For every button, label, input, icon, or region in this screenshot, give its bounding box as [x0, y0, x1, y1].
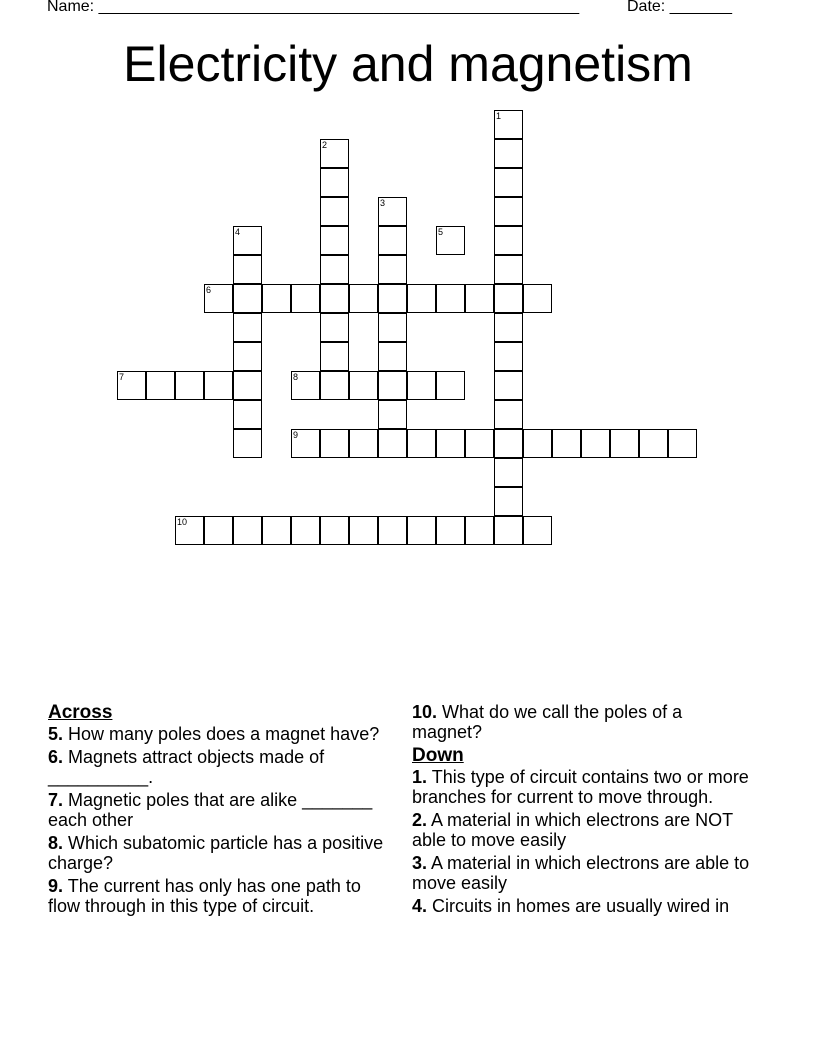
crossword-cell[interactable] — [494, 110, 523, 139]
clue-text: This type of circuit contains two or more branches for current to move through. — [412, 767, 749, 807]
crossword-cell[interactable] — [494, 429, 523, 458]
crossword-cell[interactable] — [320, 429, 349, 458]
clue-across-7 — [48, 790, 388, 830]
crossword-cell[interactable] — [436, 284, 465, 313]
crossword-cell[interactable] — [233, 284, 262, 313]
crossword-cell[interactable] — [378, 197, 407, 226]
crossword-cell[interactable] — [320, 226, 349, 255]
crossword-cell[interactable] — [233, 342, 262, 371]
clue-across-9 — [48, 876, 388, 916]
crossword-cell[interactable] — [291, 429, 320, 458]
clues-left-column — [48, 702, 388, 919]
clue-down-3 — [412, 853, 752, 893]
clue-across-5 — [48, 724, 388, 744]
clue-text: Magnetic poles that are alike _______ each other — [48, 790, 373, 830]
clue-text: How many poles does a magnet have? — [68, 724, 380, 744]
clue-number: 8. — [48, 833, 64, 853]
crossword-cell[interactable] — [233, 429, 262, 458]
crossword-cell[interactable] — [378, 400, 407, 429]
crossword-cell[interactable] — [378, 226, 407, 255]
crossword-cell[interactable] — [465, 284, 494, 313]
clue-number: 5. — [48, 724, 64, 744]
clue-down-4 — [412, 896, 752, 916]
crossword-cell[interactable] — [349, 429, 378, 458]
cell-number: 4 — [235, 227, 241, 237]
crossword-cell[interactable] — [320, 255, 349, 284]
crossword-cell[interactable] — [436, 371, 465, 400]
crossword-cell[interactable] — [320, 197, 349, 226]
clue-text: A material in which electrons are NOT able to move easily — [412, 810, 733, 850]
crossword-cell[interactable] — [320, 313, 349, 342]
crossword-cell[interactable] — [291, 516, 320, 545]
crossword-cell[interactable] — [204, 371, 233, 400]
date-field-label[interactable]: Date: _______ — [627, 0, 732, 15]
crossword-cell[interactable] — [291, 371, 320, 400]
crossword-cell[interactable] — [407, 429, 436, 458]
crossword-cell[interactable] — [436, 516, 465, 545]
page-title: Electricity and magnetism — [123, 36, 693, 92]
crossword-cell[interactable] — [494, 400, 523, 429]
crossword-cell[interactable] — [262, 516, 291, 545]
cell-number: 1 — [496, 111, 502, 121]
cell-number: 7 — [119, 372, 125, 382]
crossword-cell[interactable] — [494, 342, 523, 371]
clue-text: A material in which electrons are able to move easily — [412, 853, 750, 893]
cell-number: 6 — [206, 285, 212, 295]
clue-text: The current has only has one path to flow through in this type of circuit. — [48, 876, 361, 916]
crossword-cell[interactable] — [407, 371, 436, 400]
clue-number: 7. — [48, 790, 64, 810]
clue-text: Which subatomic particle has a positive charge? — [48, 833, 384, 873]
crossword-cell[interactable] — [320, 342, 349, 371]
crossword-cell[interactable] — [349, 371, 378, 400]
crossword-cell[interactable] — [233, 313, 262, 342]
cell-number: 2 — [322, 140, 328, 150]
cell-number: 8 — [293, 372, 299, 382]
name-field-label[interactable]: Name: ______________________________________________________ — [47, 0, 580, 15]
crossword-cell[interactable] — [262, 284, 291, 313]
crossword-cell[interactable] — [523, 516, 552, 545]
crossword-cell[interactable] — [320, 139, 349, 168]
crossword-cell[interactable] — [349, 516, 378, 545]
crossword-cell[interactable] — [668, 429, 697, 458]
crossword-cell[interactable] — [175, 516, 204, 545]
across-heading: Across — [48, 702, 113, 723]
clue-down-1 — [412, 767, 752, 807]
clue-number: 6. — [48, 747, 64, 767]
crossword-cell[interactable] — [320, 371, 349, 400]
crossword-cell[interactable] — [494, 168, 523, 197]
crossword-cell[interactable] — [407, 516, 436, 545]
crossword-cell[interactable] — [581, 429, 610, 458]
crossword-cell[interactable] — [552, 429, 581, 458]
crossword-cell[interactable] — [204, 516, 233, 545]
cell-number: 10 — [177, 517, 188, 527]
crossword-cell[interactable] — [175, 371, 204, 400]
crossword-cell[interactable] — [494, 255, 523, 284]
clues-right-column — [412, 702, 752, 919]
cell-number: 3 — [380, 198, 386, 208]
crossword-cell[interactable] — [465, 429, 494, 458]
clue-number: 9. — [48, 876, 64, 896]
clue-number: 3. — [412, 853, 428, 873]
crossword-cell[interactable] — [610, 429, 639, 458]
crossword-cell[interactable] — [378, 342, 407, 371]
crossword-cell[interactable] — [465, 516, 494, 545]
crossword-cell[interactable] — [204, 284, 233, 313]
crossword-cell[interactable] — [146, 371, 175, 400]
crossword-cell[interactable] — [349, 284, 378, 313]
crossword-cell[interactable] — [494, 139, 523, 168]
crossword-cell[interactable] — [494, 226, 523, 255]
crossword-cell[interactable] — [320, 168, 349, 197]
clue-number: 2. — [412, 810, 428, 830]
crossword-cell[interactable] — [378, 284, 407, 313]
crossword-cell[interactable] — [407, 284, 436, 313]
clue-across-8 — [48, 833, 388, 873]
crossword-cell[interactable] — [233, 516, 262, 545]
crossword-cell[interactable] — [523, 429, 552, 458]
crossword-cell[interactable] — [117, 371, 146, 400]
crossword-cell[interactable] — [378, 313, 407, 342]
crossword-cell[interactable] — [494, 371, 523, 400]
crossword-cell[interactable] — [378, 371, 407, 400]
clue-across-10 — [412, 702, 752, 742]
crossword-cell[interactable] — [639, 429, 668, 458]
crossword-cell[interactable] — [378, 255, 407, 284]
cell-number: 9 — [293, 430, 299, 440]
clue-text: Circuits in homes are usually wired in — [432, 896, 730, 916]
crossword-cell[interactable] — [291, 284, 320, 313]
clue-number: 1. — [412, 767, 428, 787]
crossword-cell[interactable] — [494, 284, 523, 313]
crossword-cell[interactable] — [233, 371, 262, 400]
clue-text: What do we call the poles of a magnet? — [412, 702, 683, 742]
clue-text: Magnets attract objects made of __________. — [48, 747, 325, 787]
crossword-cell[interactable] — [436, 429, 465, 458]
clue-across-6 — [48, 747, 388, 787]
crossword-cell[interactable] — [233, 400, 262, 429]
clue-down-2 — [412, 810, 752, 850]
crossword-cell[interactable] — [320, 516, 349, 545]
crossword-cell[interactable] — [523, 284, 552, 313]
crossword-cell[interactable] — [494, 313, 523, 342]
crossword-cell[interactable] — [320, 284, 349, 313]
crossword-cell[interactable] — [436, 226, 465, 255]
crossword-cell[interactable] — [378, 516, 407, 545]
clue-number: 4. — [412, 896, 428, 916]
clue-number: 10. — [412, 702, 438, 722]
crossword-cell[interactable] — [494, 487, 523, 516]
crossword-cell[interactable] — [494, 516, 523, 545]
down-heading: Down — [412, 745, 464, 766]
crossword-cell[interactable] — [233, 255, 262, 284]
cell-number: 5 — [438, 227, 444, 237]
crossword-cell[interactable] — [494, 197, 523, 226]
crossword-cell[interactable] — [378, 429, 407, 458]
crossword-cell[interactable] — [233, 226, 262, 255]
crossword-cell[interactable] — [494, 458, 523, 487]
